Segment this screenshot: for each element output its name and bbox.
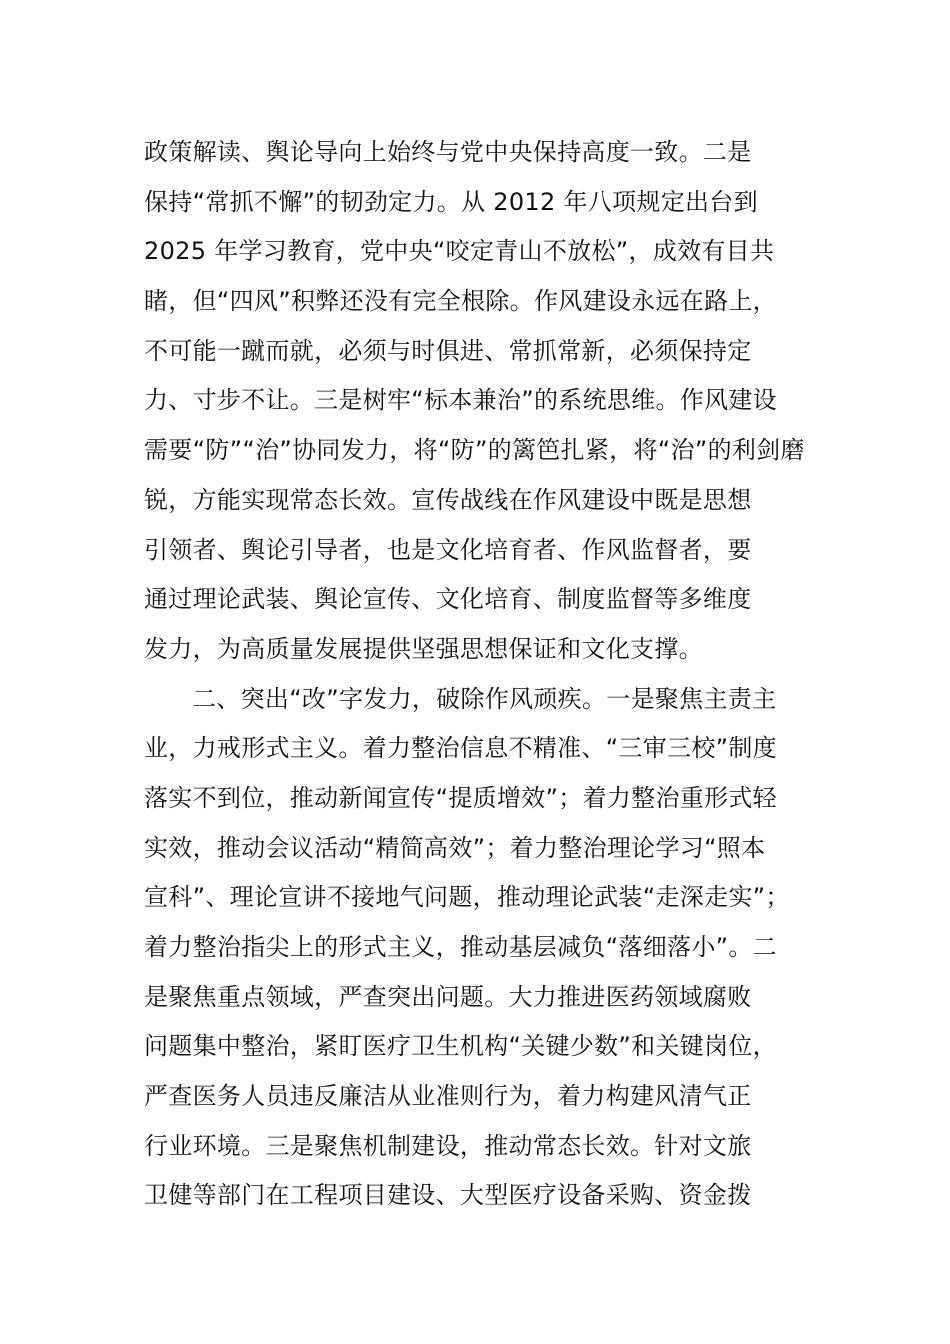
text-line: 严查医务人员违反廉洁从业准则行为，着力构建风清气正 bbox=[144, 1082, 752, 1111]
text-line: 实效，推动会议活动“精简高效”；着力整治理论学习“照本 bbox=[144, 833, 766, 862]
text-line: 保持“常抓不懈”的韧劲定力。从 2012 年八项规定出台到 bbox=[144, 187, 758, 216]
text-line: 2025 年学习教育，党中央“咬定青山不放松”，成效有目共 bbox=[144, 237, 775, 266]
text-line: 政策解读、舆论导向上始终与党中央保持高度一致。二是 bbox=[144, 138, 752, 166]
text-line: 不可能一蹴而就，必须与时俱进、常抓常新，必须保持定 bbox=[144, 336, 752, 365]
text-line: 着力整治指尖上的形式主义，推动基层减负“落细落小”。二 bbox=[144, 933, 777, 961]
text-line: 睹，但“四风”积弊还没有完全根除。作风建设永远在路上， bbox=[144, 287, 777, 316]
text-line: 是聚焦重点领域，严查突出问题。大力推进医药领域腐败 bbox=[144, 982, 752, 1011]
text-line: 需要“防”“治”协同发力，将“防”的篱笆扎紧，将“治”的利剑磨 bbox=[144, 436, 805, 465]
text-line: 力、寸步不让。三是树牢“标本兼治”的系统思维。作风建设 bbox=[144, 386, 777, 415]
text-line: 锐，方能实现常态长效。宣传战线在作风建设中既是思想 bbox=[144, 485, 752, 514]
text-line: 落实不到位，推动新闻宣传“提质增效”；着力整治重形式轻 bbox=[144, 783, 777, 812]
text-line: 问题集中整治，紧盯医疗卫生机构“关键少数”和关键岗位， bbox=[144, 1032, 777, 1061]
text-line: 行业环境。三是聚焦机制建设，推动常态长效。针对文旅 bbox=[144, 1131, 752, 1160]
paragraph-start-line: 二、突出“改”字发力，破除作风顽疾。一是聚焦主责主 bbox=[192, 684, 777, 713]
text-line: 业，力戒形式主义。着力整治信息不精准、“三审三校”制度 bbox=[144, 734, 777, 763]
text-line: 引领者、舆论引导者，也是文化培育者、作风监督者，要 bbox=[144, 535, 752, 564]
text-line: 卫健等部门在工程项目建设、大型医疗设备采购、资金拨 bbox=[144, 1181, 752, 1210]
text-line: 通过理论武装、舆论宣传、文化培育、制度监督等多维度 bbox=[144, 585, 752, 614]
text-line: 宣科”、理论宣讲不接地气问题，推动理论武装“走深走实”； bbox=[144, 883, 790, 912]
body-text bbox=[144, 128, 814, 1221]
text-line: 发力，为高质量发展提供坚强思想保证和文化支撑。 bbox=[144, 634, 703, 663]
